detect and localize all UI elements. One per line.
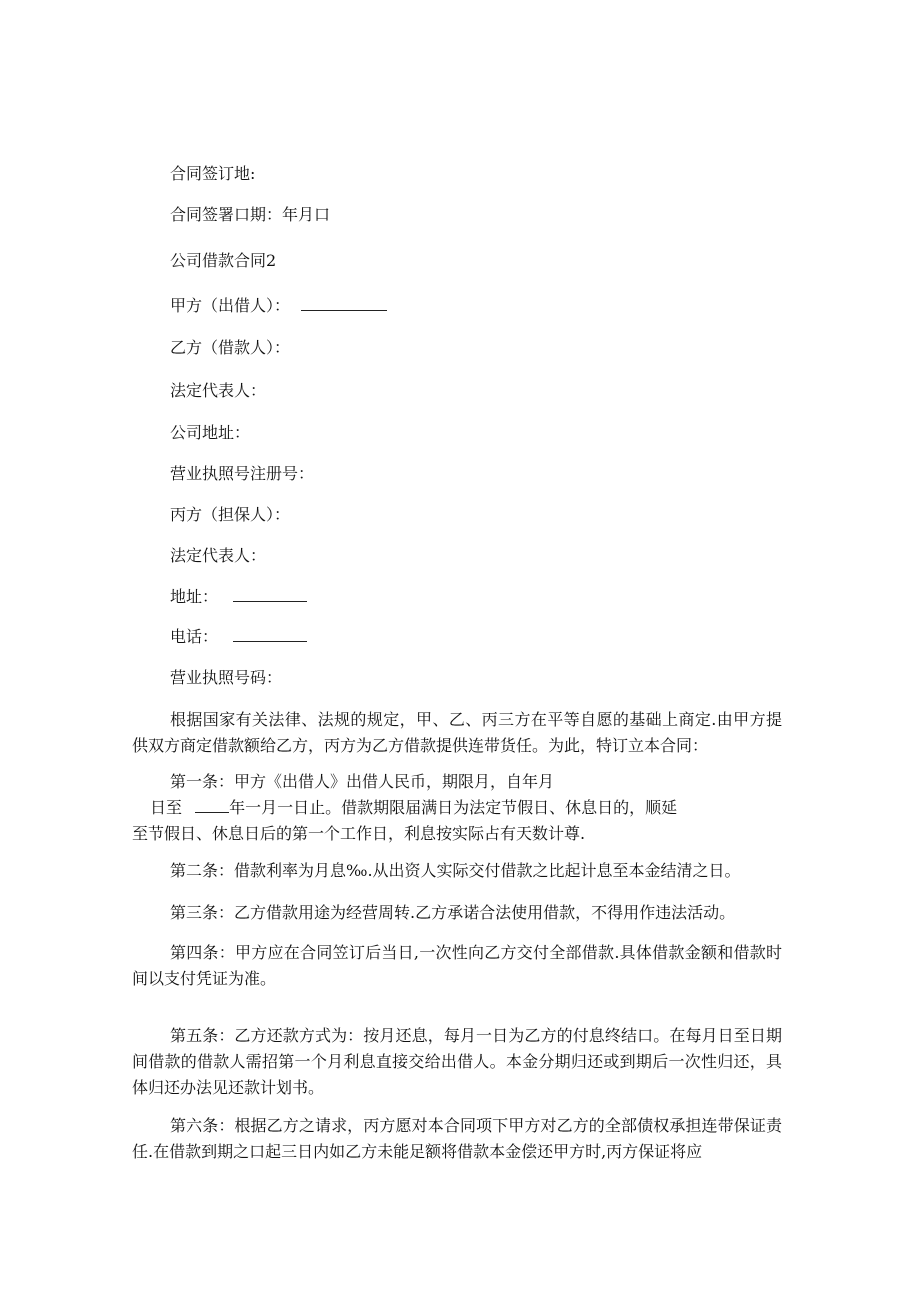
article-5-paragraph: 第五条：乙方还款方式为：按月还息，每月一日为乙方的付息终结口。在每月日至日期间借款的借款人需招第一个月利息直接交给出借人。本金分期归还或到期后一次性归还，具体归还办法见还款计划书。	[132, 1026, 782, 1097]
party-a-label: 甲方（出借人）：	[170, 296, 291, 315]
article-2-paragraph: 第二条：借款利率为月息‰.从出资人实际交付借款之比起计息至本金结清之日。	[170, 861, 741, 880]
sign-place-field: 合同签订地:	[170, 164, 256, 183]
article-1-line-1: 第一条：甲方《出借人》出借人民币，期限月，自年月	[170, 772, 555, 791]
party-a-field	[170, 296, 387, 316]
article-1-line-2	[132, 795, 800, 821]
legal-rep-b-field: 法定代表人：	[170, 381, 267, 400]
party-c-field: 丙方（担保人）：	[170, 505, 291, 524]
article-3-paragraph: 第三条：乙方借款用途为经营周转.乙方承诺合法使用借款，不得用作违法活动。	[170, 903, 736, 922]
address-label: 地址：	[170, 587, 219, 606]
article-1-line-3: 至节假日、休息日后的第一个工作日，利息按实际占有天数计尊.	[132, 824, 586, 843]
address-blank	[233, 587, 307, 602]
legal-rep-c-field: 法定代表人：	[170, 546, 267, 565]
article-1-year-blank	[195, 798, 229, 813]
company-address-field: 公司地址：	[170, 423, 251, 442]
preamble-paragraph: 根据国家有关法律、法规的规定，甲、乙、丙三方在平等自愿的基础上商定.由甲方提供双方商定借款额给乙方，丙方为乙方借款提供连带货任。为此，特订立本合同：	[132, 710, 782, 755]
article-4-paragraph: 第四条：甲方应在合同笠订后当日,一次性向乙方交付全部借款.具体借款金额和借款时间以支付凭证为准。	[132, 943, 782, 988]
phone-blank	[233, 627, 307, 642]
license-reg-no-field: 营业执照号注册号：	[170, 464, 315, 483]
party-a-blank	[301, 296, 387, 311]
phone-field	[170, 627, 307, 647]
phone-label: 电话：	[170, 627, 219, 646]
address-field	[170, 587, 307, 607]
contract-title: 公司借款合同2	[170, 251, 277, 270]
article-6-paragraph: 第六条：根据乙方之请求，丙方愿对本合同项下甲方对乙方的全部债权承担连带保证责任.在借款到期之口起三日内如乙方未能足额将借款本金偿还甲方时,丙方保证将应	[132, 1116, 782, 1161]
article-1-date-from: 日至	[150, 798, 183, 817]
party-b-field: 乙方（借款人）：	[170, 338, 291, 357]
article-1-date-to: 年一月一日止。借款期限届满日为法定节假日、休息日的，顺延	[229, 798, 678, 817]
license-no-field: 营业执照号码：	[170, 668, 283, 687]
sign-date-field: 合同签署口期：年月口	[170, 205, 331, 224]
